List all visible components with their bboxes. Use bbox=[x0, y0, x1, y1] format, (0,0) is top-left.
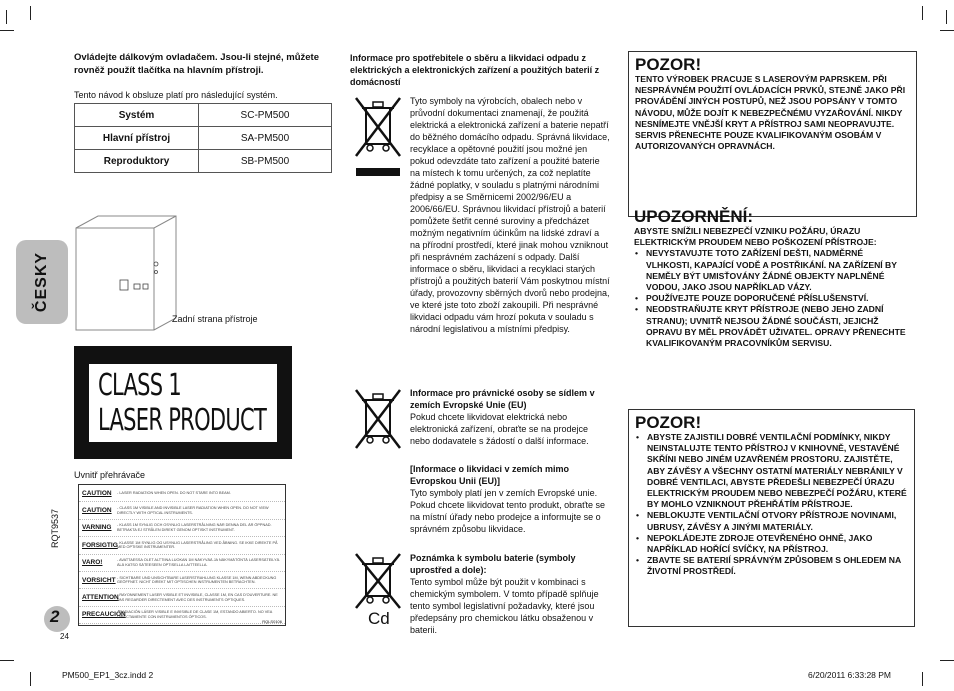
crop-mark bbox=[30, 672, 31, 686]
page-badge-number: 2 bbox=[50, 607, 60, 626]
upozorneni-intro: ABYSTE SNÍŽILI NEBEZPEČÍ VZNIKU POŽÁRU, ÚRAZU ELEKTRICKÝM PROUDEM NEBO POŠKOZENÍ PŘÍSTROJE: bbox=[634, 226, 877, 248]
legal-entities-heading: Informace pro právnické osoby se sídlem v zemích Evropské Unie (EU) bbox=[410, 388, 595, 410]
list-item: • POUŽÍVEJTE POUZE DOPORUČENÉ PŘÍSLUŠENSTVÍ. bbox=[634, 293, 909, 304]
rear-caption: Zadní strana přístroje bbox=[172, 314, 258, 324]
legal-entities-text: Pokud chcete likvidovat elektrická nebo elektronická zařízení, obraťte se na prodejce nebo dodavatele s žádostí o další informace. bbox=[410, 412, 589, 446]
table-cell-label: Reproduktory bbox=[75, 150, 199, 173]
laser-label-line-1: CLASS 1 bbox=[98, 368, 182, 403]
warning-tag: VORSICHT bbox=[82, 576, 116, 584]
list-item: • NEBLOKUJTE VENTILAČNÍ OTVORY PŘÍSTROJE NOVINAMI, UBRUSY, ZÁVĚSY A JINÝMI MATERIÁLY. bbox=[635, 510, 908, 532]
list-item: • NEPOKLÁDEJTE ZDROJE OTEVŘENÉHO OHNĚ, JAKO NAPŘÍKLAD HOŘÍCÍ SVÍČKY, NA PŘÍSTROJ. bbox=[635, 533, 908, 555]
laser-label-line-2: LASER PRODUCT bbox=[98, 403, 267, 438]
non-eu-heading: [Informace o likvidaci v zemích mimo Evropskou Unii (EU)] bbox=[410, 464, 570, 486]
upozorneni-body bbox=[634, 226, 909, 349]
crop-mark bbox=[940, 30, 954, 31]
warning-row bbox=[79, 607, 285, 624]
warning-text: - KLASS 1M SYNLIG OCH OSYNLIG LASERSTRÅLNING NÄR DENNA DEL ÄR ÖPPNAD. BETRAKTA EJ STRÅLEN DIREKT GENOM OPTISKT INSTRUMENT. bbox=[117, 523, 272, 532]
table-cell-value: SC-PM500 bbox=[199, 104, 332, 127]
warning-text: - RAYONNEMENT LASER VISIBLE ET INVISIBLE, CLASSE 1M, EN CAS D'OUVERTURE. NE PAS REGARDER DIRECTEMENT AVEC DES INSTRUMENTS OPTIQUES. bbox=[117, 592, 278, 602]
disposal-heading: Informace pro spotřebitele o sběru a likvidaci odpadu z elektrických a elektronických zařízení a použitých baterií z domácností bbox=[350, 53, 600, 87]
crop-mark bbox=[6, 10, 7, 24]
upozorneni-list bbox=[634, 248, 909, 349]
crossed-bin-battery-icon bbox=[354, 552, 402, 610]
footer-file-name: PM500_EP1_3cz.indd 2 bbox=[62, 670, 154, 680]
pozor-laser-text: TENTO VÝROBEK PRACUJE S LASEROVÝM PAPRSKEM. PŘI NESPRÁVNÉM POUŽITÍ OVLÁDACÍCH PRVKŮ, STEJNĚ JAKO PŘI PROVÁDĚNÍ JINÝCH POSTUPŮ, NEŽ JSOU POPSÁNY V TOMTO NÁVODU, MŮŽE DOJÍT K NEBEZPEČNÉMU VYZAŘOVÁNÍ. NIKDY NESNÍMEJTE VNĚJŠÍ KRYT A PŘÍSTROJ SAMI NEOPRAVUJTE. SERVIS PŘENECHTE POUZE KVALIFIKOVANÝM OSOBÁM V AUTORIZOVANÝCH OPRAVNÁCH. bbox=[635, 74, 906, 152]
laser-label-panel bbox=[89, 364, 277, 442]
warning-row bbox=[79, 555, 285, 572]
table-row bbox=[75, 150, 332, 173]
warning-row bbox=[79, 502, 285, 519]
upozorneni-section bbox=[628, 204, 915, 401]
crop-mark bbox=[940, 660, 954, 661]
battery-note-text: Tento symbol může být použit v kombinaci s chemickým symbolem. V tomto případě splňuje tento symbol legislativní požadavky, které jsou předepsány pro chemickou látku obsaženou v baterii. bbox=[410, 577, 599, 635]
warning-tag: VARNING bbox=[82, 524, 112, 532]
language-tab-label: ČESKY bbox=[33, 251, 50, 313]
bin-underline-bar bbox=[356, 168, 400, 176]
warning-tag: ATTENTION bbox=[82, 594, 119, 602]
crop-mark bbox=[0, 660, 14, 661]
warning-row bbox=[79, 485, 285, 502]
chemical-symbol: Cd bbox=[368, 609, 390, 628]
warning-text: - CLASS 1M VISIBLE AND INVISIBLE LASER RADIATION WHEN OPEN. DO NOT VIEW DIRECTLY WITH OPTICAL INSTRUMENTS. bbox=[117, 505, 269, 515]
table-row bbox=[75, 104, 332, 127]
language-tab bbox=[16, 240, 68, 324]
footer-timestamp: 6/20/2011 6:33:28 PM bbox=[808, 670, 892, 680]
inner-caption: Uvnitř přehrávače bbox=[74, 470, 146, 480]
table-cell-value: SB-PM500 bbox=[199, 150, 332, 173]
pozor-ventilation-title: POZOR! bbox=[635, 413, 702, 432]
warning-text: - RADIACIÓN LÁSER VISIBLE E INVISIBLE DE CLASE 1M, ESTANDO ABIERTO. NO VEA DIRECTAMENTE CON INSTRUMENTOS ÓPTICOS. bbox=[117, 610, 273, 619]
crop-mark bbox=[0, 30, 14, 31]
non-eu-text: Tyto symboly platí jen v zemích Evropské unie. Pokud chcete likvidovat tento produkt, obraťte se na místní úřady nebo prodejce a informujte se o správném způsobu likvidace. bbox=[410, 488, 605, 534]
warning-text: - LASER RADIATION WHEN OPEN. DO NOT STARE INTO BEAM. bbox=[117, 490, 231, 495]
legal-entities-section bbox=[410, 387, 610, 447]
battery-note-section bbox=[410, 552, 610, 636]
list-item: • ABYSTE ZAJISTILI DOBRÉ VENTILAČNÍ PODMÍNKY, NIKDY NEINSTALUJTE TENTO PŘÍSTROJ V KNIHOVNĚ, VESTAVĚNÉ SKŘÍNI NEBO JINÉM UZAVŘENÉM PROSTORU. ZAJISTĚTE, ABY ZÁVĚSY A VŠECHNY OSTATNÍ MATERIÁLY NEBRÁNILY V DOBRÉ VENTILACI, ABYSTE PŘEDEŠLI NEBEZPEČÍ ÚRAZU ELEKTRICKÝM PROUDEM NEBO NEBEZPEČÍ POŽÁRU, KTERÉ BY MOHLO VZNIKNOUT PŘEHŘÁTÍM PŘÍSTROJE. bbox=[635, 432, 908, 510]
system-table bbox=[74, 103, 332, 173]
list-item: • NEVYSTAVUJTE TOTO ZAŘÍZENÍ DEŠTI, NADMĚRNÉ VLHKOSTI, KAPAJÍCÍ VODĚ A POSTŘIKÁNÍ. NA ZAŘÍZENÍ BY NEMĚLY BÝT UMISŤOVÁNY ŽÁDNÉ OBJEKTY NAPLNĚNÉ VODOU, JAKO JSOU NAPŘÍKLAD VÁZY. bbox=[634, 248, 909, 293]
warning-tag: VARO! bbox=[82, 559, 103, 567]
table-cell-value: SA-PM500 bbox=[199, 127, 332, 150]
rear-panel-illustration bbox=[72, 210, 182, 336]
table-cell-label: Hlavní přístroj bbox=[75, 127, 199, 150]
crop-mark bbox=[922, 6, 923, 20]
warning-tag: CAUTION bbox=[82, 507, 112, 515]
crop-mark bbox=[30, 6, 31, 20]
non-eu-section bbox=[410, 463, 610, 535]
warning-tag: FORSIGTIG bbox=[82, 541, 118, 549]
intro-text: Ovládejte dálkovým ovladačem. Jsou-li stejné, můžete rovněž použít tlačítka na hlavním přístroji. bbox=[74, 52, 319, 76]
warning-row bbox=[79, 589, 285, 606]
warning-text: - KLASSE 1M SYNLIG OG USYNLIG LASERSTRÅLING VED ÅBNING. SE IKKE DIREKTE PÅ MED OPTISKE INSTRUMENTER. bbox=[117, 540, 278, 550]
page-number: 24 bbox=[60, 632, 69, 641]
crossed-bin-icon bbox=[354, 388, 402, 452]
intro-note: Tento návod k obsluze platí pro následující systém. bbox=[74, 90, 278, 100]
warning-text: - AVATTAESSA OLET ALTTIINA LUOKAN 1M NÄKYVÄÄ JA NÄKYMÄTÖNTÄ LASERSÄTEILYÄ. ÄLÄ KATSO SÄTEESEEN OPTISELLA LAITTEELLA. bbox=[117, 558, 281, 567]
crop-mark bbox=[922, 672, 923, 686]
warning-sheet-code: RQLS0106 bbox=[262, 619, 282, 624]
pozor-ventilation-body bbox=[635, 432, 908, 578]
list-item: • ZBAVTE SE BATERIÍ SPRÁVNÝM ZPŮSOBEM S OHLEDEM NA ŽIVOTNÍ PROSTŘEDÍ. bbox=[635, 555, 908, 577]
document-code: RQT9537 bbox=[50, 508, 60, 548]
disposal-paragraph-1: Tyto symboly na výrobcích, obalech nebo v průvodní dokumentaci znamenají, že použitá elektrická a elektronická zařízení a baterie nepatří do běžného domácího odpadu. Správná likvidace, recyklace a opětovné použití jsou možné jen pokud odevzdáte tato zařízení a použité baterie na místech k tomu určených, za což neplatíte žádné poplatky, v souladu s platnými národními předpisy a se Směrnicemi 2002/96/EU a 2006/66/EU. Správnou likvidací přístrojů a baterií pomůžete šetřit cenné suroviny a předcházet možným negativním účinkům na lidské zdraví a na přírodní prostředí, které jinak mohou vzniknout při nesprávném zacházení s odpady. Další informace o sběru, likvidaci a recyklaci starých přístrojů a použitých baterií Vám poskytnou místní úřady, provozovny sběrných dvorů nebo prodejna, ve které jste toto zboží zakoupili. Při nesprávné likvidaci odpadu vám hrozí pokuta v souladu s národní legislativou a místními předpisy. bbox=[410, 96, 610, 334]
table-cell-label: Systém bbox=[75, 104, 199, 127]
list-item: • NEODSTRAŇUJTE KRYT PŘÍSTROJE (NEBO JEHO ZADNÍ STRANU); UVNITŘ NEJSOU ŽÁDNÉ SOUČÁSTI, JEJICHŽ OPRAVU BY MĚL PROVÁDĚT UŽIVATEL. OPRAVY PŘENECHTE KVALIFIKOVANÝM PRACOVNÍKŮM SERVISU. bbox=[634, 304, 909, 349]
laser-warning-sheet bbox=[78, 484, 286, 626]
crossed-bin-icon bbox=[354, 96, 402, 160]
warning-row bbox=[79, 572, 285, 589]
pozor-laser-title: POZOR! bbox=[635, 55, 702, 74]
warning-text: - SICHTBARE UND UNSICHTBARE LASERSTRAHLUNG KLASSE 1M, WENN ABDECKUNG GEÖFFNET. NICHT DIREKT MIT OPTISCHEN INSTRUMENTEN BETRACHTEN. bbox=[117, 575, 277, 585]
pozor-ventilation-box bbox=[628, 409, 915, 627]
warning-row bbox=[79, 537, 285, 554]
pozor-ventilation-list bbox=[635, 432, 908, 578]
table-row bbox=[75, 127, 332, 150]
laser-class-label bbox=[74, 346, 292, 459]
battery-note-heading: Poznámka k symbolu baterie (symboly uprostřed a dole): bbox=[410, 553, 576, 575]
pozor-laser-box bbox=[628, 51, 917, 217]
page-badge bbox=[44, 606, 70, 632]
warning-tag: PRECAUCIÓN bbox=[82, 611, 126, 619]
crop-mark bbox=[946, 10, 947, 24]
warning-row bbox=[79, 520, 285, 537]
warning-tag: CAUTION bbox=[82, 489, 112, 497]
upozorneni-title: UPOZORNĚNÍ: bbox=[634, 207, 753, 226]
